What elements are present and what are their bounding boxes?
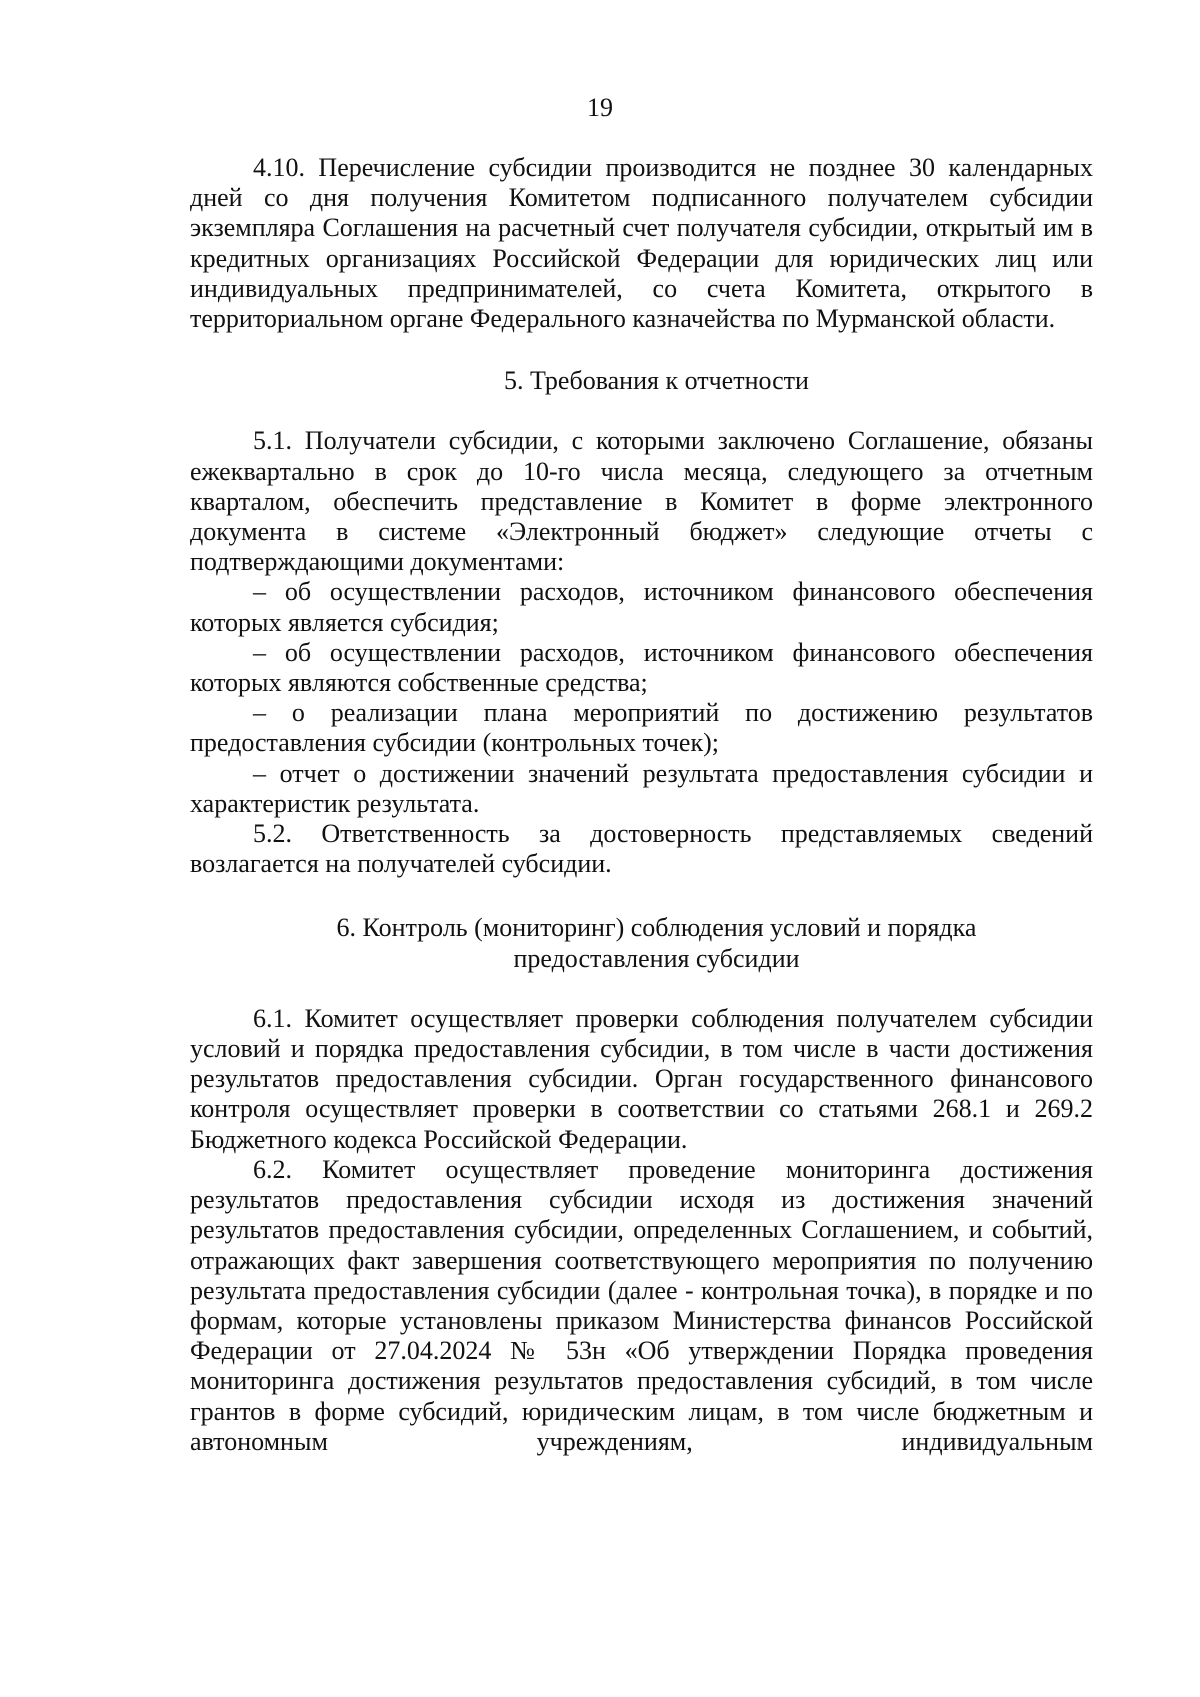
list-item-expenses-subsidy: – об осуществлении расходов, источником финансового обеспечения которых является субсидия;	[190, 577, 1093, 637]
section-6-heading-line-1: 6. Контроль (мониторинг) соблюдения условий и порядка	[336, 913, 977, 943]
paragraph-5-2: 5.2. Ответственность за достоверность представляемых сведений возлагается на получателей субсидии.	[190, 819, 1093, 879]
paragraph-5-1: 5.1. Получатели субсидии, с которыми заключено Соглашение, обязаны ежеквартально в срок до 10-го числа месяца, следующего за отчетным кварталом, обеспечить представление в Комитет в форме электронного документа в системе «Электронный бюджет» следующие отчеты с подтверждающими документами:	[190, 426, 1093, 577]
list-item-plan-implementation: – о реализации плана мероприятий по достижению результатов предоставления субсидии (контрольных точек);	[190, 698, 1093, 758]
page-number: 19	[587, 93, 613, 122]
list-item-results-report: – отчет о достижении значений результата предоставления субсидии и характеристик результата.	[190, 758, 1093, 818]
paragraph-6-2: 6.2. Комитет осуществляет проведение мониторинга достижения результатов предоставления субсидии исходя из достижения значений результатов предоставления субсидии, определенных Соглашением, и событий, отражающих факт завершения соответствующего мероприятия по получению результата предоставления субсидии (далее - контрольная точка), в порядке и по формам, которые установлены приказом Министерства финансов Российской Федерации от 27.04.2024 № 53н «Об утверждении Порядка проведения мониторинга достижения результатов предоставления субсидий, в том числе грантов в форме субсидий, юридическим лицам, в том числе бюджетным и автономным учреждениям, индивидуальным	[190, 1154, 1093, 1456]
document-body	[190, 153, 1093, 1457]
list-item-expenses-own-funds: – об осуществлении расходов, источником финансового обеспечения которых являются собственные средства;	[190, 637, 1093, 698]
paragraph-6-1: 6.1. Комитет осуществляет проверки соблюдения получателем субсидии условий и порядка предоставления субсидии, в том числе в части достижения результатов предоставления субсидии. Орган государственного финансового контроля осуществляет проверки в соответствии со статьями 268.1 и 269.2 Бюджетного кодекса Российской Федерации.	[190, 1003, 1093, 1154]
paragraph-4-10: 4.10. Перечисление субсидии производится не позднее 30 календарных дней со дня получения Комитетом подписанного получателем субсидии экземпляра Соглашения на расчетный счет получателя субсидии, открытый им в кредитных организациях Российской Федерации для юридических лиц или индивидуальных предпринимателей, со счета Комитета, открытого в территориальном органе Федерального казначейства по Мурманской области.	[190, 153, 1093, 334]
section-6-heading-line-2: предоставления субсидии	[513, 943, 800, 973]
section-5-heading: 5. Требования к отчетности	[504, 366, 809, 396]
